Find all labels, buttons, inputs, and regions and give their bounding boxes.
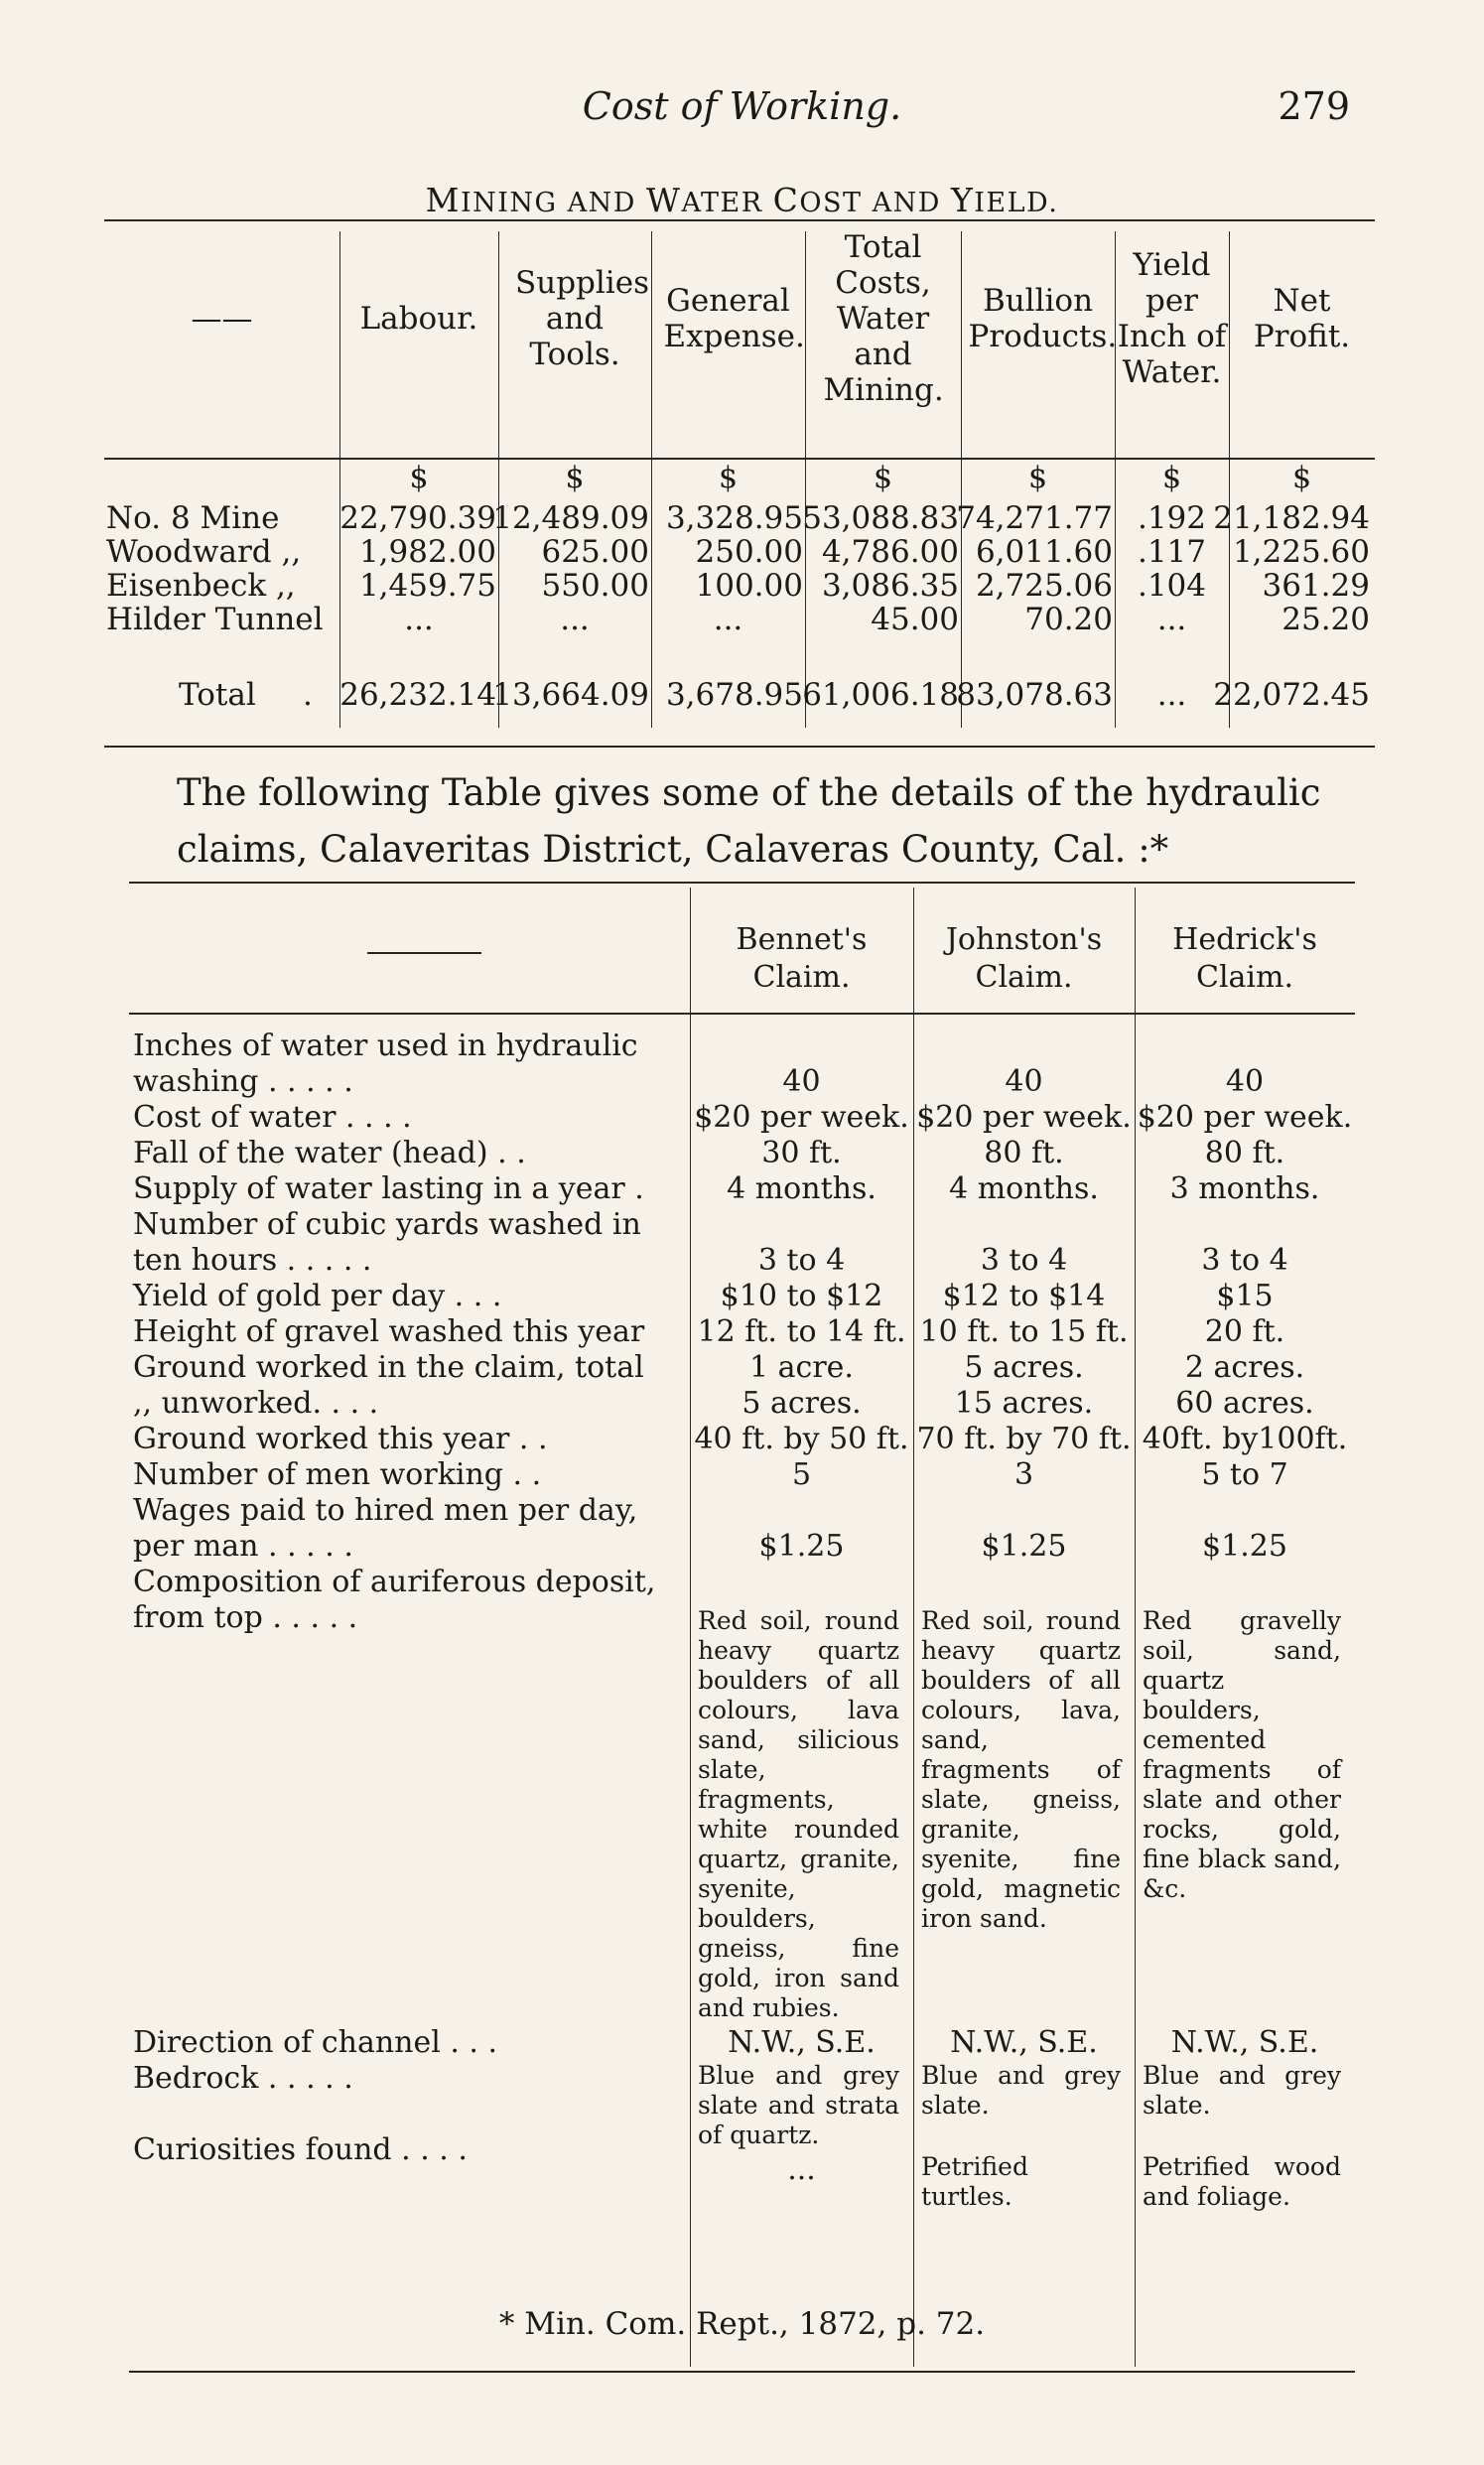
cell-value: ... <box>404 602 434 637</box>
row-label: Number of cubic yards washed in ten hours . . . . . <box>133 1207 641 1278</box>
cell-value: $10 to $12 <box>720 1279 883 1313</box>
cell-value: Petrified turtles. <box>921 2152 1028 2211</box>
cell-value: 5 <box>791 1457 812 1492</box>
row-label: Supply of water lasting in a year . <box>133 1171 644 1206</box>
cell-value: 6,011.60 <box>975 534 1113 570</box>
cell-value: Blue and grey slate. <box>1143 2061 1341 2120</box>
cell-value: $12 to $14 <box>942 1279 1106 1313</box>
table-row <box>104 568 1375 604</box>
row-label: Yield of gold per day . . . <box>133 1279 502 1313</box>
cell-value: .117 <box>1137 534 1207 570</box>
cell-value: Red soil, round heavy quartz boulders of all colours, lava, sand, fragments of slate, gneiss, granite, syenite, fine gold, magnetic iron sand. <box>921 1606 1121 1933</box>
col-header-johnstons-claim: Johnston's Claim. <box>945 922 1103 995</box>
col-header-net-profit: Net Profit. <box>1253 283 1351 354</box>
cell-value: 40ft. by100ft. <box>1142 1422 1348 1456</box>
cell-value: 2 acres. <box>1184 1350 1305 1385</box>
cell-value: 30 ft. <box>761 1136 842 1170</box>
row-label: ,, unworked. . . . <box>133 1386 379 1421</box>
cell-value: 250.00 <box>695 534 803 570</box>
cell-value: 4 months. <box>727 1171 877 1206</box>
table-row <box>104 500 1375 536</box>
row-label: Composition of auriferous deposit, from top . . . . . <box>133 1565 656 1635</box>
cell-value: 3,678.95 <box>665 677 803 713</box>
cell-value: 3 to 4 <box>757 1243 846 1278</box>
currency-mark: $ <box>873 461 893 495</box>
col-header-blank: —— <box>191 301 253 337</box>
row-label: Cost of water . . . . <box>133 1100 412 1135</box>
cell-value: 5 acres. <box>742 1386 862 1421</box>
row-label: Inches of water used in hydraulic washing . . . . . <box>133 1028 638 1099</box>
row-label: Hilder Tunnel <box>106 602 324 637</box>
cell-value: ... <box>560 602 590 637</box>
row-label: Number of men working . . <box>133 1457 542 1492</box>
cell-value: Petrified wood and foliage. <box>1143 2152 1341 2211</box>
table1-caption: MINING AND WATER COST AND YIELD. <box>425 181 1059 219</box>
cell-value: 361.29 <box>1262 568 1370 604</box>
col-header-bennets-claim: Bennet's Claim. <box>736 922 868 995</box>
cell-value: .104 <box>1137 568 1207 604</box>
cell-value: N.W., S.E. <box>1170 2025 1319 2060</box>
cell-value: ... <box>713 602 743 637</box>
cell-value: 4 months. <box>949 1171 1099 1206</box>
page-number: 279 <box>1278 84 1350 128</box>
row-label: Fall of the water (head) . . <box>133 1136 526 1170</box>
cell-value: $20 per week. <box>1137 1100 1353 1135</box>
cell-value: 100.00 <box>695 568 803 604</box>
cell-value: 1,459.75 <box>358 568 496 604</box>
row-label: Ground worked this year . . <box>133 1422 548 1456</box>
cell-value: $1.25 <box>758 1529 845 1564</box>
footnote: * Min. Com. Rept., 1872, p. 72. <box>498 2306 986 2342</box>
cell-value: 625.00 <box>541 534 649 570</box>
cell-value: 1,225.60 <box>1232 534 1370 570</box>
cell-value: 550.00 <box>541 568 649 604</box>
page-header <box>0 84 1484 134</box>
cell-value: 3 months. <box>1169 1171 1320 1206</box>
cell-value: 20 ft. <box>1204 1314 1285 1349</box>
currency-mark: $ <box>1027 461 1048 495</box>
cell-value: 40 ft. by 50 ft. <box>694 1422 909 1456</box>
leader-dot: . <box>303 677 313 713</box>
col-header-supplies: Supplies and Tools. <box>515 265 649 372</box>
cell-value: 10 ft. to 15 ft. <box>919 1314 1129 1349</box>
cell-value: N.W., S.E. <box>950 2025 1098 2060</box>
cell-value: .192 <box>1137 500 1207 536</box>
cell-value: 15 acres. <box>954 1386 1094 1421</box>
cell-value: 12 ft. to 14 ft. <box>697 1314 906 1349</box>
row-label: No. 8 Mine <box>106 500 280 536</box>
currency-mark: $ <box>1291 461 1312 495</box>
mining-cost-table <box>104 219 1375 746</box>
currency-mark: $ <box>409 461 429 495</box>
cell-value: 70.20 <box>1024 602 1113 637</box>
currency-mark: $ <box>1161 461 1182 495</box>
table-row <box>104 602 1375 637</box>
cell-value: $1.25 <box>1202 1529 1287 1564</box>
cell-value: 1,982.00 <box>358 534 496 570</box>
row-label: Total <box>179 677 256 713</box>
cell-value: $1.25 <box>981 1529 1067 1564</box>
cell-value: N.W., S.E. <box>728 2025 876 2060</box>
cell-value: ... <box>787 2152 816 2187</box>
cell-value: 83,078.63 <box>956 677 1113 713</box>
cell-value: 21,182.94 <box>1213 500 1370 536</box>
cell-value: ... <box>1156 602 1187 637</box>
cell-value: 53,088.83 <box>802 500 959 536</box>
currency-mark: $ <box>565 461 585 495</box>
col-header-total-costs: Total Costs, Water and Mining. <box>823 229 944 408</box>
cell-value: 40 <box>782 1064 821 1099</box>
col-header-hedricks-claim: Hedrick's Claim. <box>1172 922 1317 995</box>
cell-value: 2,725.06 <box>975 568 1113 604</box>
cell-value: 60 acres. <box>1175 1386 1314 1421</box>
cell-value: 4,786.00 <box>821 534 959 570</box>
cell-value: 61,006.18 <box>802 677 959 713</box>
cell-value: 25.20 <box>1282 602 1370 637</box>
cell-value: 13,664.09 <box>492 677 649 713</box>
cell-value: 80 ft. <box>984 1136 1064 1170</box>
cell-value: 74,271.77 <box>956 500 1113 536</box>
cell-value: Blue and grey slate. <box>921 2061 1121 2120</box>
intro-text: The following Table gives some of the details of the hydraulic claims, Calaveritas District, Calaveras County, Cal. :* <box>177 771 1321 871</box>
cell-value: Red soil, round heavy quartz boulders of all colours, lava sand, silicious slate, fragments, white rounded quartz, granite, syenite, boulders, gneiss, fine gold, iron sand and rubies. <box>698 1606 899 2022</box>
currency-mark: $ <box>718 461 739 495</box>
total-row <box>104 677 1375 713</box>
row-label: Woodward ,, <box>106 534 302 570</box>
row-label: Height of gravel washed this year <box>133 1314 645 1349</box>
row-label: Direction of channel . . . <box>133 2025 498 2060</box>
table-row <box>104 534 1375 570</box>
cell-value: $20 per week. <box>694 1100 909 1135</box>
cell-value: 12,489.09 <box>492 500 649 536</box>
row-label: Ground worked in the claim, total <box>133 1350 644 1385</box>
running-title: Cost of Working. <box>582 84 902 128</box>
cell-value: 22,072.45 <box>1213 677 1370 713</box>
blank-header-dash <box>367 952 481 954</box>
cell-value: Blue and grey slate and strata of quartz. <box>698 2061 899 2149</box>
cell-value: 5 acres. <box>964 1350 1084 1385</box>
intro-paragraph <box>177 764 1358 878</box>
row-label: Wages paid to hired men per day, per man . . . . . <box>133 1493 638 1564</box>
cell-value: 3 <box>1013 1457 1034 1492</box>
cell-value: 40 <box>1225 1064 1265 1099</box>
col-header-yield: Yield per Inch of Water. <box>1117 247 1227 390</box>
cell-value: 3,328.95 <box>665 500 803 536</box>
cell-value: 26,232.14 <box>339 677 496 713</box>
cell-value: 45.00 <box>871 602 959 637</box>
cell-value: 40 <box>1005 1064 1043 1099</box>
row-label: Bedrock . . . . . <box>133 2061 353 2096</box>
cell-value: $15 <box>1216 1279 1274 1313</box>
row-label: Eisenbeck ,, <box>106 568 296 604</box>
cell-value: 80 ft. <box>1204 1136 1285 1170</box>
cell-value: 3 to 4 <box>980 1243 1068 1278</box>
row-label: Curiosities found . . . . <box>133 2132 468 2167</box>
cell-value: ... <box>1156 677 1187 713</box>
col-header-general-expense: General Expense. <box>663 283 805 354</box>
cell-value: Red gravelly soil, sand, quartz boulders, cemented fragments of slate and other rocks, gold, fine black sand, &c. <box>1143 1606 1341 1903</box>
cell-value: 70 ft. by 70 ft. <box>916 1422 1132 1456</box>
col-header-bullion: Bullion Products. <box>968 283 1118 354</box>
hydraulic-claims-table <box>129 882 1355 2371</box>
cell-value: $20 per week. <box>916 1100 1132 1135</box>
cell-value: 3,086.35 <box>821 568 959 604</box>
cell-value: 5 to 7 <box>1201 1457 1288 1492</box>
col-header-labour: Labour. <box>359 301 478 337</box>
cell-value: 22,790.39 <box>339 500 496 536</box>
cell-value: 3 to 4 <box>1201 1243 1288 1278</box>
cell-value: 1 acre. <box>749 1350 854 1385</box>
